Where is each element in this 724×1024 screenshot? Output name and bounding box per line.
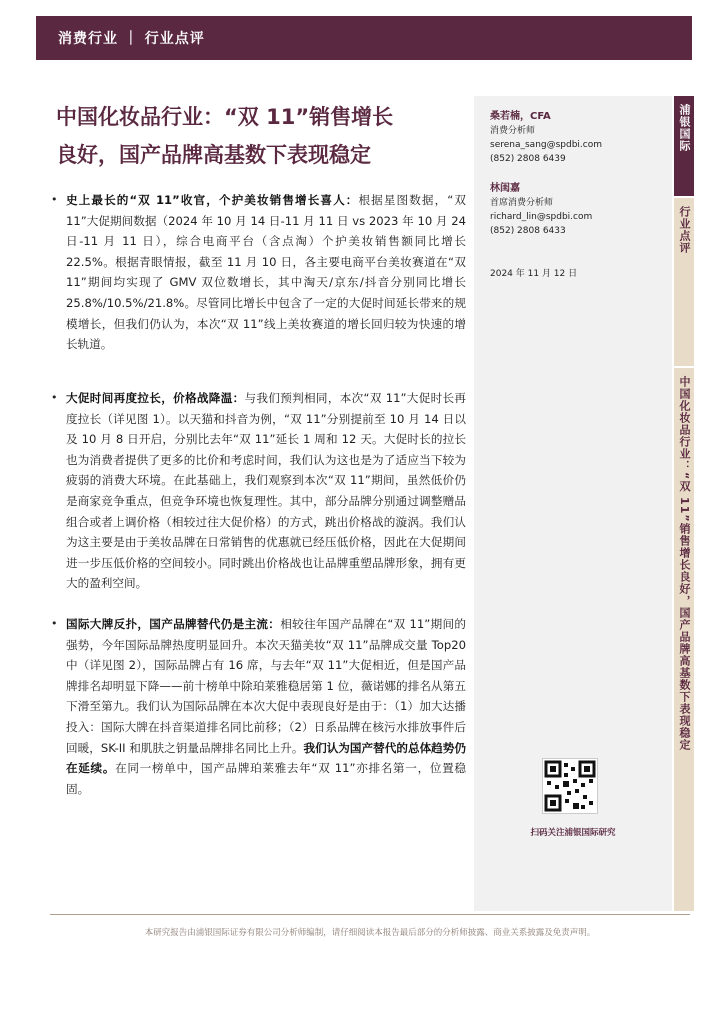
- bullet-emphasis: 我们认为国产替代的总体趋势仍在延续。: [66, 740, 466, 776]
- disclaimer-footer: 本研究报告由浦银国际证券有限公司分析师编制，请仔细阅读本报告最后部分的分析师披露、商业关系披露及免责声明。: [144, 928, 596, 938]
- bullet-heading: 大促时间再度拉长，价格战降温：: [66, 391, 245, 405]
- section-breadcrumb: 消费行业 ｜ 行业点评: [58, 31, 205, 47]
- side-tab-label: 浦银国际: [678, 104, 691, 152]
- analyst-name: 林闺嘉: [490, 183, 520, 194]
- report-title-line1: 中国化妆品行业：“双 11”销售增长: [56, 105, 394, 129]
- qr-caption: 扫码关注浦银国际研究: [530, 828, 616, 838]
- analyst-card: [490, 182, 592, 238]
- analyst-phone: (852) 2808 6433: [490, 226, 566, 236]
- analyst-email[interactable]: richard_lin@spdbi.com: [490, 212, 593, 222]
- bullet-dot-icon: •: [51, 617, 58, 630]
- qr-code-icon[interactable]: [542, 758, 598, 814]
- analyst-role: 首席消费分析师: [490, 198, 554, 208]
- bullet-item: [48, 388, 466, 594]
- bullet-tail: 在同一榜单中，国产品牌珀莱雅去年“双 11”亦排名第一，位置稳固。: [66, 761, 466, 796]
- analyst-phone: (852) 2808 6439: [490, 154, 566, 164]
- top-banner: [36, 16, 692, 60]
- report-title-line2: 良好，国产品牌高基数下表现稳定: [56, 143, 371, 167]
- side-tab-title: [674, 368, 694, 911]
- bullet-heading: 国际大牌反扑，国产品牌替代仍是主流：: [66, 617, 281, 631]
- side-tab-label: 中国化妆品行业：“双 11”销售增长良好，国产品牌高基数下表现稳定: [678, 376, 691, 751]
- report-date: 2024 年 11 月 12 日: [490, 269, 578, 279]
- bullet-dot-icon: •: [51, 391, 58, 404]
- side-tab-report-type: [674, 198, 694, 366]
- bullet-body: 根据星图数据，“双 11”大促期间数据（2024 年 10 月 14 日-11 月 11 日 vs 2023 年 10 月 24 日-11 月 11 日），综合电商平台（含点淘）个护美妆销售额同比增长 22.5%。根据青眼情报，截至 11 月 10 日，各主要电商平台美妆赛道在“双 11”期间均实现了 GMV 双位数增长，其中淘天/京东/抖音分别同比增长 25.8%/10.5%/21.8%。尽管同比增长中包含了一定的大促时间延长带来的规模增长，但我们仍认为，本次“双 11”线上美妆赛道的增长回归较为快速的增长轨道。: [66, 193, 466, 352]
- analyst-panel: [474, 96, 672, 911]
- analyst-card: [490, 110, 602, 166]
- bullet-heading: 史上最长的“双 11”收官，个护美妆销售增长喜人：: [66, 193, 359, 207]
- bullet-body: 与我们预判相同，本次“双 11”大促时长再度拉长（详见图 1）。以天猫和抖音为例，“双 11”分别提前至 10 月 14 日以及 10 月 8 日开启，分别比去年“双 11”延长 1 周和 12 天。大促时长的拉长也为消费者提供了更多的比价和考虑时间，我们认为这也是为了适应当下较为疲弱的消费大环境。在此基础上，我们观察到本次“双 11”期间，虽然低价仍是商家竞争重点，但竞争环境也恢复理性。其中，部分品牌分别通过调整赠品组合或者上调价格（相较过往大促价格）的方式，跳出价格战的漩涡。我们认为这主要是由于美妆品牌在日常销售的优惠就已经压低价格，因此在大促期间进一步压低价格的空间较小。同时跳出价格战也让品牌重塑品牌形象，拥有更大的盈利空间。: [66, 391, 466, 591]
- analyst-role: 消费分析师: [490, 126, 536, 136]
- side-tab-brand: [674, 96, 694, 196]
- bullet-item: [48, 614, 466, 799]
- side-tab-label: 行业点评: [678, 206, 691, 254]
- footer-divider: [50, 914, 690, 915]
- report-title: [56, 98, 466, 174]
- bullet-body: 相较往年国产品牌在“双 11”期间的强势，今年国际品牌热度明显回升。本次天猫美妆“双 11”品牌成交量 Top20 中（详见图 2），国际品牌占有 16 席，与去年“双 11”大促相近，但是国产品牌排名却明显下降——前十榜单中除珀莱雅稳居第 1 位，薇诺娜的排名从第五下滑至第九。我们认为国际品牌在本次大促中表现良好是由于：（1）加大达播投入：国际大牌在抖音渠道排名同比前移；（2）日系品牌在核污水排放事件后回暖，SK-II 和肌肤之钥量品牌排名同比上升。: [66, 617, 466, 755]
- bullet-dot-icon: •: [51, 193, 58, 206]
- bullet-item: [48, 190, 466, 355]
- analyst-name: 桑若楠，CFA: [490, 111, 551, 122]
- analyst-email[interactable]: serena_sang@spdbi.com: [490, 140, 603, 150]
